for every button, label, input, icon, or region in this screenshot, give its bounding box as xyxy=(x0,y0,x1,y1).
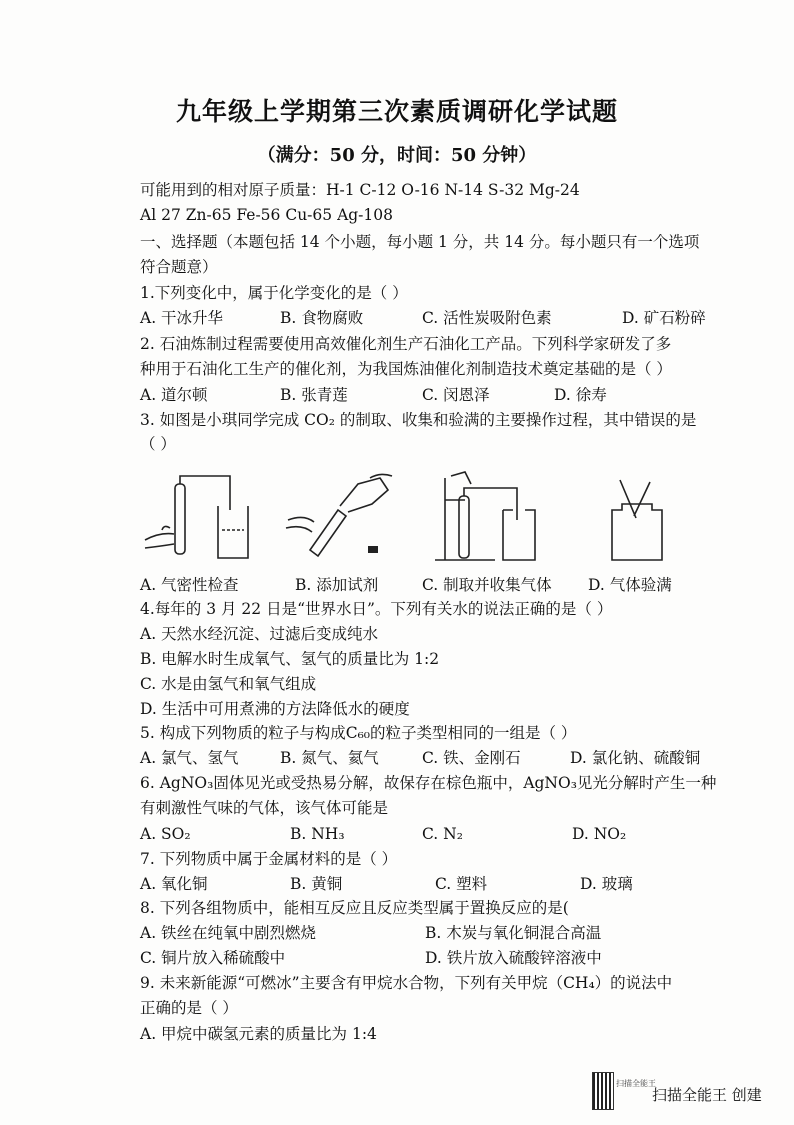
question-2-stem-line-2: 种用于石油化工生产的催化剂，为我国炼油催化剂制造技术奠定基础的是（ ） xyxy=(140,360,672,378)
question-7-option-a: A. 氧化铜 xyxy=(140,875,208,893)
question-9-stem-line-1: 9. 未来新能源“可燃冰”主要含有甲烷水合物，下列有关甲烷（CH₄）的说法中 xyxy=(140,974,673,992)
question-8-option-b: B. 木炭与氧化铜混合高温 xyxy=(425,924,602,942)
page-subtitle: （满分：50 分，时间：50 分钟） xyxy=(257,145,537,166)
question-3-stem-line-2: （ ） xyxy=(140,435,176,453)
atomic-mass-line-1: 可能用到的相对原子质量：H-1 C-12 O-16 N-14 S-32 Mg-24 xyxy=(140,181,580,199)
question-5-option-c: C. 铁、金刚石 xyxy=(422,749,521,767)
question-7-stem: 7. 下列物质中属于金属材料的是（ ） xyxy=(140,850,398,868)
question-4-option-c: C. 水是由氢气和氧气组成 xyxy=(140,675,317,693)
question-5-stem: 5. 构成下列物质的粒子与构成C₆₀的粒子类型相同的一组是（ ） xyxy=(140,724,577,742)
atomic-mass-line-2: Al 27 Zn-65 Fe-56 Cu-65 Ag-108 xyxy=(140,206,394,224)
question-4-stem: 4.每年的 3 月 22 日是“世界水日”。下列有关水的说法正确的是（ ） xyxy=(140,600,613,618)
qr-label: 扫描全能王 xyxy=(616,1079,656,1088)
question-3-option-a: A. 气密性检查 xyxy=(140,576,239,594)
question-2-option-a: A. 道尔顿 xyxy=(140,386,208,404)
question-4-option-b: B. 电解水时生成氧气、氢气的质量比为 1:2 xyxy=(140,650,440,668)
watermark-text: 扫描全能王 创建 xyxy=(652,1086,762,1104)
airtightness-check-figure xyxy=(140,470,260,565)
question-6-stem-line-1: 6. AgNO₃固体见光或受热易分解，故保存在棕色瓶中，AgNO₃见光分解时产生一种 xyxy=(140,774,717,792)
question-3-option-d: D. 气体验满 xyxy=(588,576,672,594)
question-3-figures xyxy=(140,470,680,570)
question-8-option-c: C. 铜片放入稀硫酸中 xyxy=(140,949,286,967)
question-7-option-c: C. 塑料 xyxy=(435,875,488,893)
question-6-option-c: C. N₂ xyxy=(422,825,463,843)
scanner-watermark xyxy=(592,1072,782,1112)
question-1-option-b: B. 食物腐败 xyxy=(280,309,364,327)
question-6-option-a: A. SO₂ xyxy=(140,825,191,843)
question-2-option-c: C. 闵恩泽 xyxy=(422,386,490,404)
question-7-option-b: B. 黄铜 xyxy=(290,875,343,893)
question-9-option-a: A. 甲烷中碳氢元素的质量比为 1:4 xyxy=(140,1025,377,1043)
question-6-option-b: B. NH₃ xyxy=(290,825,345,843)
question-6-stem-line-2: 有刺激性气味的气体，该气体可能是 xyxy=(140,799,389,817)
question-4-option-d: D. 生活中可用煮沸的方法降低水的硬度 xyxy=(140,700,410,718)
question-1-option-c: C. 活性炭吸附色素 xyxy=(422,309,552,327)
question-7-option-d: D. 玻璃 xyxy=(580,875,633,893)
qr-code-icon xyxy=(592,1072,614,1110)
question-2-stem-line-1: 2. 石油炼制过程需要使用高效催化剂生产石油化工产品。下列科学家研发了多 xyxy=(140,335,672,353)
question-3-option-b: B. 添加试剂 xyxy=(295,576,379,594)
question-8-option-a: A. 铁丝在纯氧中剧烈燃烧 xyxy=(140,924,317,942)
question-4-option-a: A. 天然水经沉淀、过滤后变成纯水 xyxy=(140,625,379,643)
question-5-option-a: A. 氯气、氢气 xyxy=(140,749,239,767)
adding-reagent-figure xyxy=(280,470,410,565)
question-5-option-b: B. 氮气、氦气 xyxy=(280,749,379,767)
question-3-stem-line-1: 3. 如图是小琪同学完成 CO₂ 的制取、收集和验满的主要操作过程，其中错误的是 xyxy=(140,411,697,429)
question-3-option-c: C. 制取并收集气体 xyxy=(422,576,552,594)
question-8-stem: 8. 下列各组物质中，能相互反应且反应类型属于置换反应的是( xyxy=(140,899,569,917)
question-5-option-d: D. 氯化钠、硫酸铜 xyxy=(570,749,701,767)
question-2-option-d: D. 徐寿 xyxy=(554,386,607,404)
question-1-option-a: A. 干冰升华 xyxy=(140,309,224,327)
question-6-option-d: D. NO₂ xyxy=(572,825,627,843)
question-1-stem: 1.下列变化中，属于化学变化的是（ ） xyxy=(140,284,408,302)
page-title: 九年级上学期第三次素质调研化学试题 xyxy=(175,97,618,126)
question-1-option-d: D. 矿石粉碎 xyxy=(622,309,706,327)
gas-preparation-figure xyxy=(425,470,555,565)
section-heading-line-2: 符合题意） xyxy=(140,258,218,276)
gas-full-test-figure xyxy=(590,470,680,565)
section-heading-line-1: 一、选择题（本题包括 14 个小题，每小题 1 分，共 14 分。每小题只有一个选项 xyxy=(140,233,700,251)
question-2-option-b: B. 张青莲 xyxy=(280,386,348,404)
question-8-option-d: D. 铁片放入硫酸锌溶液中 xyxy=(425,949,602,967)
question-9-stem-line-2: 正确的是（ ） xyxy=(140,999,238,1017)
